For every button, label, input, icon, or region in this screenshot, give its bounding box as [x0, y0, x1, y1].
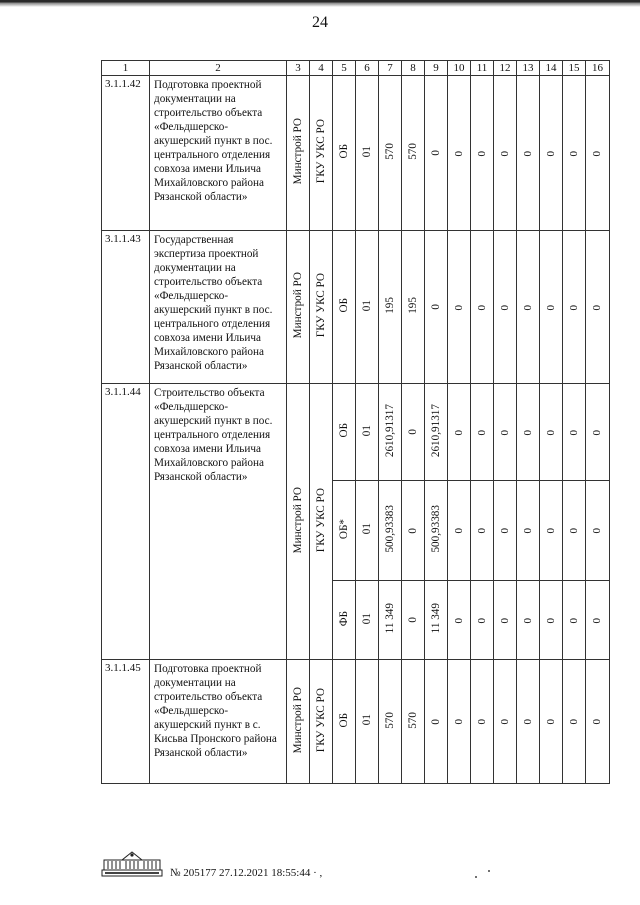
amount-year-6-cell: [517, 76, 540, 231]
column-header: 12: [494, 61, 517, 76]
amount-year-8-cell: [563, 660, 586, 784]
amount-year-1: 0: [406, 429, 419, 435]
header-row: [102, 61, 610, 76]
budget-code-cell: [356, 481, 379, 581]
budget-code-cell: [356, 231, 379, 384]
amount-year-1: 570: [406, 143, 419, 160]
amount-year-1-cell: [402, 660, 425, 784]
amount-year-3-cell: [448, 384, 471, 481]
column-header: 5: [333, 61, 356, 76]
amount-year-1-cell: [402, 76, 425, 231]
funding-source-cell: [333, 384, 356, 481]
amount-year-3: 0: [452, 617, 465, 623]
table-row: [102, 660, 610, 784]
amount-year-6: 0: [521, 719, 534, 725]
measure-name: Подготовка проектной документации на строительство объекта «Фельдшерско-акушерский пункт в с. Кисьва Пронского района Рязанской области»: [150, 660, 287, 784]
amount-total-cell: [379, 581, 402, 660]
amount-year-1-cell: [402, 231, 425, 384]
amount-year-3: 0: [452, 528, 465, 534]
budget-code: 01: [360, 523, 373, 535]
amount-year-3-cell: [448, 581, 471, 660]
measure-name: Строительство объекта «Фельдшерско-акушерский пункт в пос. центрального отделения совхоза имени Ильича Михайловского района Рязанской области»: [150, 384, 287, 660]
scan-speck: [475, 876, 477, 878]
column-header: 11: [471, 61, 494, 76]
recipient-cell: [310, 231, 333, 384]
amount-total-cell: [379, 384, 402, 481]
executor: Минстрой РО: [291, 486, 304, 554]
amount-year-5: 0: [498, 150, 511, 156]
amount-year-8: 0: [567, 150, 580, 156]
scan-speck: [488, 870, 490, 872]
funding-source: ОБ: [337, 298, 350, 313]
recipient-cell: [310, 660, 333, 784]
amount-year-1: 0: [406, 527, 419, 534]
column-header: 8: [402, 61, 425, 76]
amount-year-3: 0: [452, 150, 465, 156]
budget-table: [101, 60, 610, 784]
amount-year-7: 0: [544, 719, 557, 725]
amount-year-7-cell: [540, 581, 563, 660]
recipient-cell: [310, 384, 333, 660]
amount-year-9-cell: [586, 384, 610, 481]
amount-year-7: 0: [544, 429, 557, 435]
budget-code-cell: [356, 660, 379, 784]
funding-source-cell: [333, 231, 356, 384]
amount-year-7-cell: [540, 231, 563, 384]
amount-year-8: 0: [567, 304, 580, 310]
amount-year-9: 0: [591, 528, 603, 534]
amount-year-4-cell: [471, 481, 494, 581]
column-header: 7: [379, 61, 402, 76]
table-row: [102, 384, 610, 481]
amount-year-9-cell: [586, 581, 610, 660]
amount-year-2-cell: [425, 481, 448, 581]
amount-year-5: 0: [498, 719, 511, 725]
amount-year-6-cell: [517, 660, 540, 784]
amount-year-3-cell: [448, 76, 471, 231]
amount-year-9-cell: [586, 660, 610, 784]
amount-year-4-cell: [471, 384, 494, 481]
funding-source-cell: [333, 581, 356, 660]
amount-total-cell: [379, 231, 402, 384]
amount-year-1: 570: [406, 711, 419, 729]
amount-year-6: 0: [521, 528, 534, 534]
amount-year-9: 0: [591, 150, 603, 156]
amount-year-7-cell: [540, 660, 563, 784]
amount-year-2-cell: [425, 660, 448, 784]
government-building-icon: [100, 848, 164, 878]
amount-year-4-cell: [471, 76, 494, 231]
amount-year-5-cell: [494, 76, 517, 231]
document-id: 205177 27.12.2021 18:55:44: [183, 867, 311, 879]
amount-year-8-cell: [563, 481, 586, 581]
budget-code-cell: [356, 581, 379, 660]
amount-total-cell: [379, 76, 402, 231]
amount-year-4: 0: [475, 719, 488, 725]
amount-year-4: 0: [475, 150, 488, 156]
amount-year-3: 0: [452, 304, 465, 310]
amount-year-5-cell: [494, 481, 517, 581]
amount-year-2: 2610,91317: [429, 403, 442, 458]
amount-year-7-cell: [540, 384, 563, 481]
column-header: 10: [448, 61, 471, 76]
amount-year-8-cell: [563, 581, 586, 660]
column-header: 14: [540, 61, 563, 76]
funding-source-cell: [333, 76, 356, 231]
amount-total: 570: [383, 711, 396, 729]
amount-year-8: 0: [567, 429, 580, 435]
measure-name: Государственная экспертиза проектной документации на строительство объекта «Фельдшерско-акушерский пункт в пос. центрального отделения совхоза имени Ильича Михайловского района Рязанской области»: [150, 231, 287, 384]
amount-year-8: 0: [567, 719, 580, 725]
column-header: 6: [356, 61, 379, 76]
recipient-cell: [310, 76, 333, 231]
amount-year-1-cell: [402, 581, 425, 660]
amount-year-2-cell: [425, 76, 448, 231]
page-number: 24: [312, 14, 328, 31]
budget-code: 01: [360, 145, 373, 158]
amount-total-cell: [379, 481, 402, 581]
amount-year-9-cell: [586, 481, 610, 581]
amount-year-7-cell: [540, 76, 563, 231]
scan-top-edge: [0, 0, 640, 7]
amount-year-5-cell: [494, 660, 517, 784]
amount-year-6-cell: [517, 581, 540, 660]
amount-year-2: 500,93383: [429, 505, 442, 553]
amount-total: 570: [383, 143, 396, 160]
amount-year-6: 0: [521, 150, 534, 156]
measure-name: Подготовка проектной документации на строительство объекта «Фельдшерско-акушерский пункт в пос. центрального отделения совхоза имени Ильича Михайловского района Рязанской области»: [150, 76, 287, 231]
column-header: 9: [425, 61, 448, 76]
amount-total: 2610,91317: [383, 403, 396, 458]
amount-year-5-cell: [494, 581, 517, 660]
amount-year-1: 0: [406, 617, 419, 623]
amount-year-9: 0: [591, 429, 603, 435]
amount-year-3: 0: [452, 719, 465, 725]
column-header: 4: [310, 61, 333, 76]
amount-year-3-cell: [448, 481, 471, 581]
amount-year-4-cell: [471, 231, 494, 384]
budget-code-cell: [356, 384, 379, 481]
column-header: 13: [517, 61, 540, 76]
column-header: 1: [102, 61, 150, 76]
amount-year-2: 0: [429, 718, 442, 725]
amount-year-6-cell: [517, 231, 540, 384]
amount-year-7: 0: [544, 304, 557, 310]
budget-code: 01: [360, 424, 373, 437]
amount-year-8-cell: [563, 231, 586, 384]
recipient: ГКУ УКС РО: [314, 687, 327, 753]
document-registration-stamp: [170, 867, 322, 879]
funding-source: ОБ: [337, 712, 350, 728]
recipient: ГКУ УКС РО: [314, 119, 327, 184]
amount-total: 500,93383: [383, 505, 396, 553]
amount-year-2: 11 349: [429, 603, 442, 634]
funding-source-cell: [333, 660, 356, 784]
amount-year-6-cell: [517, 481, 540, 581]
amount-year-4-cell: [471, 660, 494, 784]
footer: [100, 848, 460, 884]
amount-year-4: 0: [475, 617, 488, 623]
amount-year-9-cell: [586, 76, 610, 231]
funding-source: ОБ: [337, 423, 350, 438]
amount-year-7: 0: [544, 617, 557, 623]
table-row: [102, 231, 610, 384]
amount-year-4: 0: [475, 429, 488, 435]
amount-year-7: 0: [544, 150, 557, 156]
amount-year-2-cell: [425, 231, 448, 384]
budget-code: 01: [360, 714, 373, 726]
column-header: 16: [586, 61, 610, 76]
executor: Минстрой РО: [291, 686, 304, 754]
amount-year-5-cell: [494, 231, 517, 384]
executor: Минстрой РО: [291, 118, 304, 185]
column-header: 2: [150, 61, 287, 76]
executor-cell: [287, 384, 310, 660]
budget-code: 01: [360, 612, 373, 625]
amount-year-5: 0: [498, 617, 511, 623]
amount-year-5: 0: [498, 304, 511, 310]
amount-year-5: 0: [498, 429, 511, 435]
amount-year-2: 0: [429, 304, 442, 310]
stamp-dots: · ,: [313, 867, 323, 879]
budget-code-cell: [356, 76, 379, 231]
amount-year-8-cell: [563, 76, 586, 231]
measure-number: 3.1.1.44: [102, 384, 150, 660]
amount-year-5-cell: [494, 384, 517, 481]
funding-source-cell: [333, 481, 356, 581]
amount-year-4: 0: [475, 528, 488, 534]
executor-cell: [287, 76, 310, 231]
measure-number: 3.1.1.42: [102, 76, 150, 231]
funding-source: ФБ: [337, 610, 350, 627]
amount-year-3: 0: [452, 429, 465, 435]
table-row: [102, 76, 610, 231]
amount-year-4-cell: [471, 581, 494, 660]
recipient: ГКУ УКС РО: [314, 273, 327, 338]
funding-source: ОБ*: [337, 518, 350, 540]
measure-number: 3.1.1.45: [102, 660, 150, 784]
funding-source: ОБ: [337, 144, 350, 159]
amount-year-9-cell: [586, 231, 610, 384]
amount-year-8-cell: [563, 384, 586, 481]
amount-total-cell: [379, 660, 402, 784]
executor-cell: [287, 660, 310, 784]
column-header: 3: [287, 61, 310, 76]
numero-sign-icon: №: [170, 867, 181, 879]
amount-year-2-cell: [425, 384, 448, 481]
amount-year-6-cell: [517, 384, 540, 481]
measure-number: 3.1.1.43: [102, 231, 150, 384]
amount-year-3-cell: [448, 660, 471, 784]
amount-year-4: 0: [475, 304, 488, 310]
amount-year-5: 0: [498, 528, 511, 534]
amount-year-1: 195: [406, 297, 419, 314]
amount-year-9: 0: [591, 617, 603, 623]
amount-year-9: 0: [591, 719, 603, 725]
amount-year-7-cell: [540, 481, 563, 581]
amount-year-6: 0: [521, 617, 534, 623]
recipient: ГКУ УКС РО: [314, 487, 327, 553]
executor: Минстрой РО: [291, 272, 304, 339]
amount-year-1-cell: [402, 481, 425, 581]
column-header: 15: [563, 61, 586, 76]
budget-code: 01: [360, 299, 373, 312]
amount-year-6: 0: [521, 429, 534, 435]
amount-year-2: 0: [429, 150, 442, 156]
amount-year-7: 0: [544, 528, 557, 534]
amount-year-8: 0: [567, 617, 580, 623]
amount-year-6: 0: [521, 304, 534, 310]
amount-total: 11 349: [383, 603, 396, 634]
amount-year-3-cell: [448, 231, 471, 384]
amount-total: 195: [383, 297, 396, 314]
executor-cell: [287, 231, 310, 384]
amount-year-1-cell: [402, 384, 425, 481]
amount-year-8: 0: [567, 528, 580, 534]
amount-year-9: 0: [591, 304, 603, 310]
amount-year-2-cell: [425, 581, 448, 660]
